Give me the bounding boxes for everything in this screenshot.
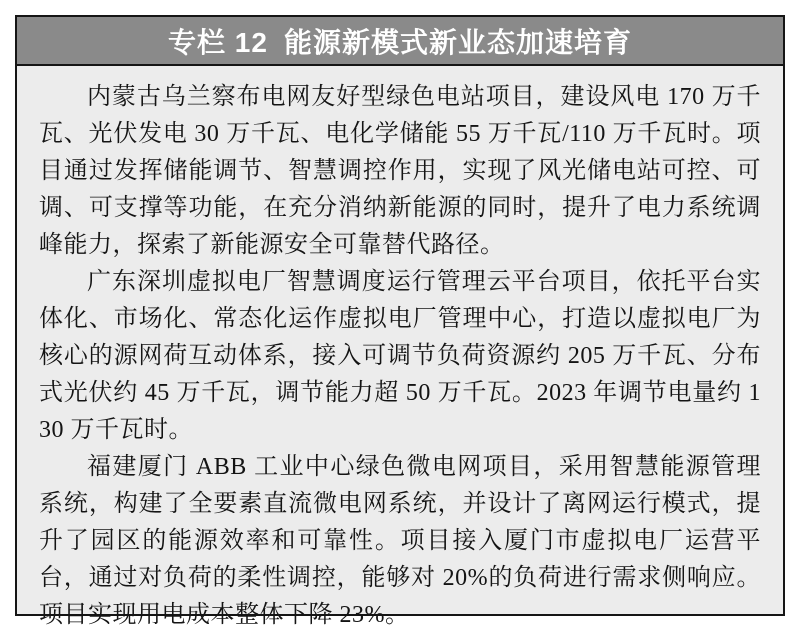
box-header [17,17,783,66]
box-number: 专栏 12 [168,26,268,58]
feature-box [15,15,785,628]
paragraph-xiamen-abb-microgrid: 福建厦门 ABB 工业中心绿色微电网项目，采用智慧能源管理系统，构建了全要素直流微电网系统，并设计了离网运行模式，提升了园区的能源效率和可靠性。项目接入厦门市虚拟电厂运营平台，通过对负荷的柔性调控，能够对 20%的负荷进行需求侧响应。项目实现用电成本整体下降 23%。 [39,454,761,628]
paragraph-inner-mongolia-project: 内蒙古乌兰察布电网友好型绿色电站项目，建设风电 170 万千瓦、光伏发电 30 万千瓦、电化学储能 55 万千瓦/110 万千瓦时。项目通过发挥储能调节、智慧调控作用，实现了风光储电站可控、可调、可支撑等功能，在充分消纳新能源的同时，提升了电力系统调峰能力，探索了新能源安全可靠替代路径。 [39,84,761,258]
box-body [17,66,783,633]
box-title: 能源新模式新业态加速培育 [283,26,632,58]
paragraph-shenzhen-virtual-power-plant: 广东深圳虚拟电厂智慧调度运行管理云平台项目，依托平台实体化、市场化、常态化运作虚拟电厂管理中心，打造以虚拟电厂为核心的源网荷互动体系，接入可调节负荷资源约 205 万千瓦、分布式光伏约 45 万千瓦，调节能力超 50 万千瓦。2023 年调节电量约 130 万千瓦时。 [39,269,761,443]
